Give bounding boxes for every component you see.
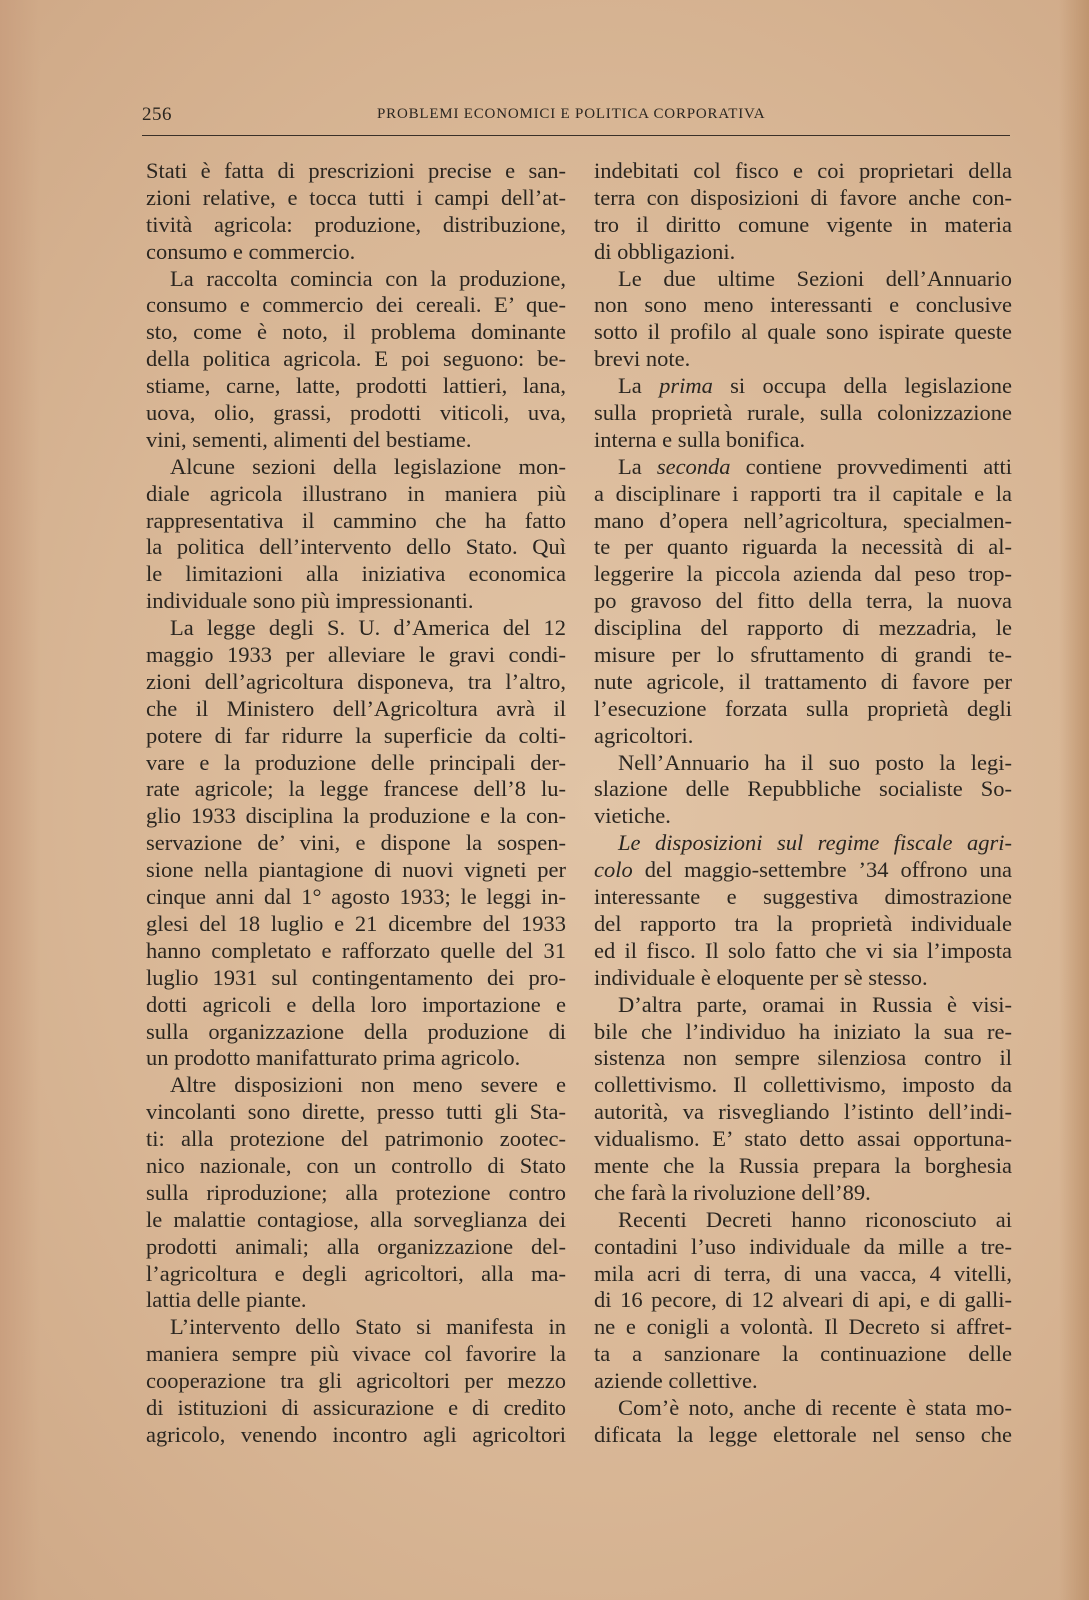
text-line: Com’è noto, anche di recente è stata mo- <box>618 1394 1012 1420</box>
text-line: servazione de’ vini, e dispone la sospen- <box>146 830 566 856</box>
text-line: La seconda contiene provvedimenti atti <box>618 453 1012 479</box>
text-line: ti: alla protezione del patrimonio zootec- <box>146 1126 566 1152</box>
text-line: Stati è fatta di prescrizioni precise e san- <box>146 158 566 183</box>
text-line: Nell’Annuario ha il suo posto la legi- <box>618 749 1012 775</box>
text-line: sistenza non sempre silenziosa contro il <box>594 1045 1012 1071</box>
text-line: sulla organizzazione della produzione di <box>146 1018 566 1044</box>
text-line: sulla riproduzione; alla protezione contro <box>146 1179 566 1205</box>
text-line: brevi note. <box>594 346 691 372</box>
page-right-edge <box>1059 0 1089 1600</box>
text-line: Recenti Decreti hanno riconosciuto ai <box>618 1206 1012 1232</box>
text-line: misure per lo sfruttamento di grandi te- <box>594 642 1012 668</box>
text-line: Alcune sezioni della legislazione mon- <box>170 453 566 479</box>
text-line: uova, olio, grassi, prodotti viticoli, uva, <box>146 400 566 426</box>
text-line: D’altra parte, oramai in Russia è visi- <box>618 991 1012 1017</box>
text-line: vietiche. <box>594 803 671 829</box>
text-line: dotti agricoli e della loro importazione e <box>146 991 566 1017</box>
text-line: disciplina del rapporto di mezzadria, le <box>594 615 1012 641</box>
text-line: agricoltori. <box>594 722 694 748</box>
right-column <box>594 158 1012 1449</box>
text-line: La legge degli S. U. d’America del 12 <box>170 615 566 641</box>
text-line: mente che la Russia prepara la borghesia <box>594 1152 1012 1178</box>
text-line: mila acri di terra, di una vacca, 4 vitelli, <box>594 1260 1012 1286</box>
text-line: a disciplinare i rapporti tra il capitale e la <box>594 480 1012 506</box>
text-line: di obbligazioni. <box>594 238 736 264</box>
text-line: stiame, carne, latte, prodotti lattieri, lana, <box>146 373 566 399</box>
text-line: mano d’opera nell’agricoltura, specialmen- <box>594 507 1012 533</box>
text-line: indebitati col fisco e coi proprietari della <box>594 158 1012 183</box>
text-line: vincolanti sono dirette, presso tutti gli Sta- <box>146 1099 566 1125</box>
text-line: vare e la produzione delle principali der- <box>146 749 566 775</box>
text-line: colo del maggio-settembre ’34 offrono una <box>594 857 1012 883</box>
text-line: aziende collettive. <box>594 1368 758 1394</box>
text-line: collettivismo. Il collettivismo, imposto da <box>594 1072 1012 1098</box>
text-line: agricolo, venendo incontro agli agricoltori <box>146 1421 566 1447</box>
text-line: glesi del 18 luglio e 21 dicembre del 1933 <box>146 910 566 936</box>
text-line: del rapporto tra la proprietà individuale <box>594 910 1012 936</box>
text-line: rappresentativa il cammino che ha fatto <box>146 507 566 533</box>
text-line: zioni relative, e tocca tutti i campi dell’at- <box>146 184 566 210</box>
text-line: della politica agricola. E poi seguono: be- <box>146 346 566 372</box>
text-line: individuale è eloquente per sè stesso. <box>594 964 928 990</box>
text-line: tività agricola: produzione, distribuzione, <box>146 211 566 237</box>
text-line: luglio 1931 sul contingentamento dei pro- <box>146 964 566 990</box>
text-line: glio 1933 disciplina la produzione e la con- <box>146 803 566 829</box>
text-line: nute agricole, il trattamento di favore per <box>594 668 1012 694</box>
text-line: cooperazione tra gli agricoltori per mezzo <box>146 1368 566 1394</box>
text-line: le malattie contagiose, alla sorveglianza dei <box>146 1206 566 1232</box>
text-line: un prodotto manifatturato prima agricolo. <box>146 1045 521 1071</box>
text-line: di 16 pecore, di 12 alveari di api, e di galli- <box>594 1287 1012 1313</box>
text-line: diale agricola illustrano in maniera più <box>146 480 566 506</box>
text-line: interessante e suggestiva dimostrazione <box>594 884 1012 910</box>
text-line: te per quanto riguarda la necessità di al- <box>594 534 1012 560</box>
text-line: maggio 1933 per alleviare le gravi condi- <box>146 642 566 668</box>
text-line: sione nella piantagione di nuovi vigneti per <box>146 857 566 883</box>
header-rule <box>142 135 1010 136</box>
text-line: autorità, va risvegliando l’istinto dell’indi- <box>594 1099 1012 1125</box>
text-line: L’intervento dello Stato si manifesta in <box>170 1314 566 1340</box>
text-line: che il Ministero dell’Agricoltura avrà il <box>146 695 566 721</box>
text-line: consumo e commercio. <box>146 238 356 264</box>
text-line: Le due ultime Sezioni dell’Annuario <box>618 265 1012 291</box>
text-line: La raccolta comincia con la produzione, <box>170 265 566 291</box>
text-line: dificata la legge elettorale nel senso che <box>594 1421 1012 1447</box>
text-line: terra con disposizioni di favore anche con- <box>594 184 1012 210</box>
text-line: ne e conigli a volontà. Il Decreto si affret- <box>594 1314 1012 1340</box>
left-column <box>146 158 566 1449</box>
page-number: 256 <box>142 104 172 125</box>
text-line: contadini l’uso individuale da mille a tre- <box>594 1233 1012 1259</box>
text-line: slazione delle Repubbliche socialiste So- <box>594 776 1012 802</box>
text-line: la politica dell’intervento dello Stato. Quì <box>146 534 566 560</box>
text-line: sulla proprietà rurale, sulla colonizzazione <box>594 400 1012 426</box>
text-line: vidualismo. E’ stato detto assai opportuna- <box>594 1126 1012 1152</box>
text-line: che farà la rivoluzione dell’89. <box>594 1179 871 1205</box>
text-line: po gravoso del fitto della terra, la nuova <box>594 588 1012 614</box>
text-line: potere di far ridurre la superficie da colti- <box>146 722 566 748</box>
text-line: maniera sempre più vivace col favorire la <box>146 1341 566 1367</box>
text-line: bile che l’individuo ha iniziato la sua re- <box>594 1018 1012 1044</box>
text-line: La prima si occupa della legislazione <box>618 373 1013 399</box>
text-line: ed il fisco. Il solo fatto che vi sia l’imposta <box>594 937 1012 963</box>
text-line: vini, sementi, alimenti del bestiame. <box>146 426 472 452</box>
text-line: Le disposizioni sul regime fiscale agri- <box>618 830 1012 856</box>
text-line: ta a sanzionare la continuazione delle <box>594 1341 1012 1367</box>
page-header <box>142 104 1010 126</box>
text-line: prodotti animali; alla organizzazione del- <box>146 1233 566 1259</box>
text-line: consumo e commercio dei cereali. E’ que- <box>146 292 566 318</box>
text-line: nico nazionale, con un controllo di Stato <box>146 1152 566 1178</box>
text-line: le limitazioni alla iniziativa economica <box>146 561 566 587</box>
text-line: tro il diritto comune vigente in materia <box>594 211 1012 237</box>
text-line: sto, come è noto, il problema dominante <box>146 319 566 345</box>
text-line: sotto il profilo al quale sono ispirate queste <box>594 319 1012 345</box>
text-line: individuale sono più impressionanti. <box>146 588 474 614</box>
text-line: interna e sulla bonifica. <box>594 426 806 452</box>
text-line: hanno completato e rafforzato quelle del 31 <box>146 937 566 963</box>
text-line: cinque anni dal 1° agosto 1933; le leggi in- <box>146 884 566 910</box>
page-left-edge <box>0 0 40 1600</box>
text-line: l’esecuzione forzata sulla proprietà degli <box>594 695 1012 721</box>
running-title: PROBLEMI ECONOMICI E POLITICA CORPORATIVA <box>377 106 766 122</box>
text-line: leggerire la piccola azienda dal peso trop- <box>594 561 1012 587</box>
text-line: zioni dell’agricoltura disponeva, tra l’altro, <box>146 668 566 694</box>
text-line: rate agricole; la legge francese dell’8 lu- <box>146 776 566 802</box>
text-line: lattia delle piante. <box>146 1287 307 1313</box>
text-line: non sono meno interessanti e conclusive <box>594 292 1012 318</box>
text-line: di istituzioni di assicurazione e di credito <box>146 1394 566 1420</box>
text-line: l’agricoltura e degli agricoltori, alla ma- <box>146 1260 566 1286</box>
text-line: Altre disposizioni non meno severe e <box>170 1072 566 1098</box>
